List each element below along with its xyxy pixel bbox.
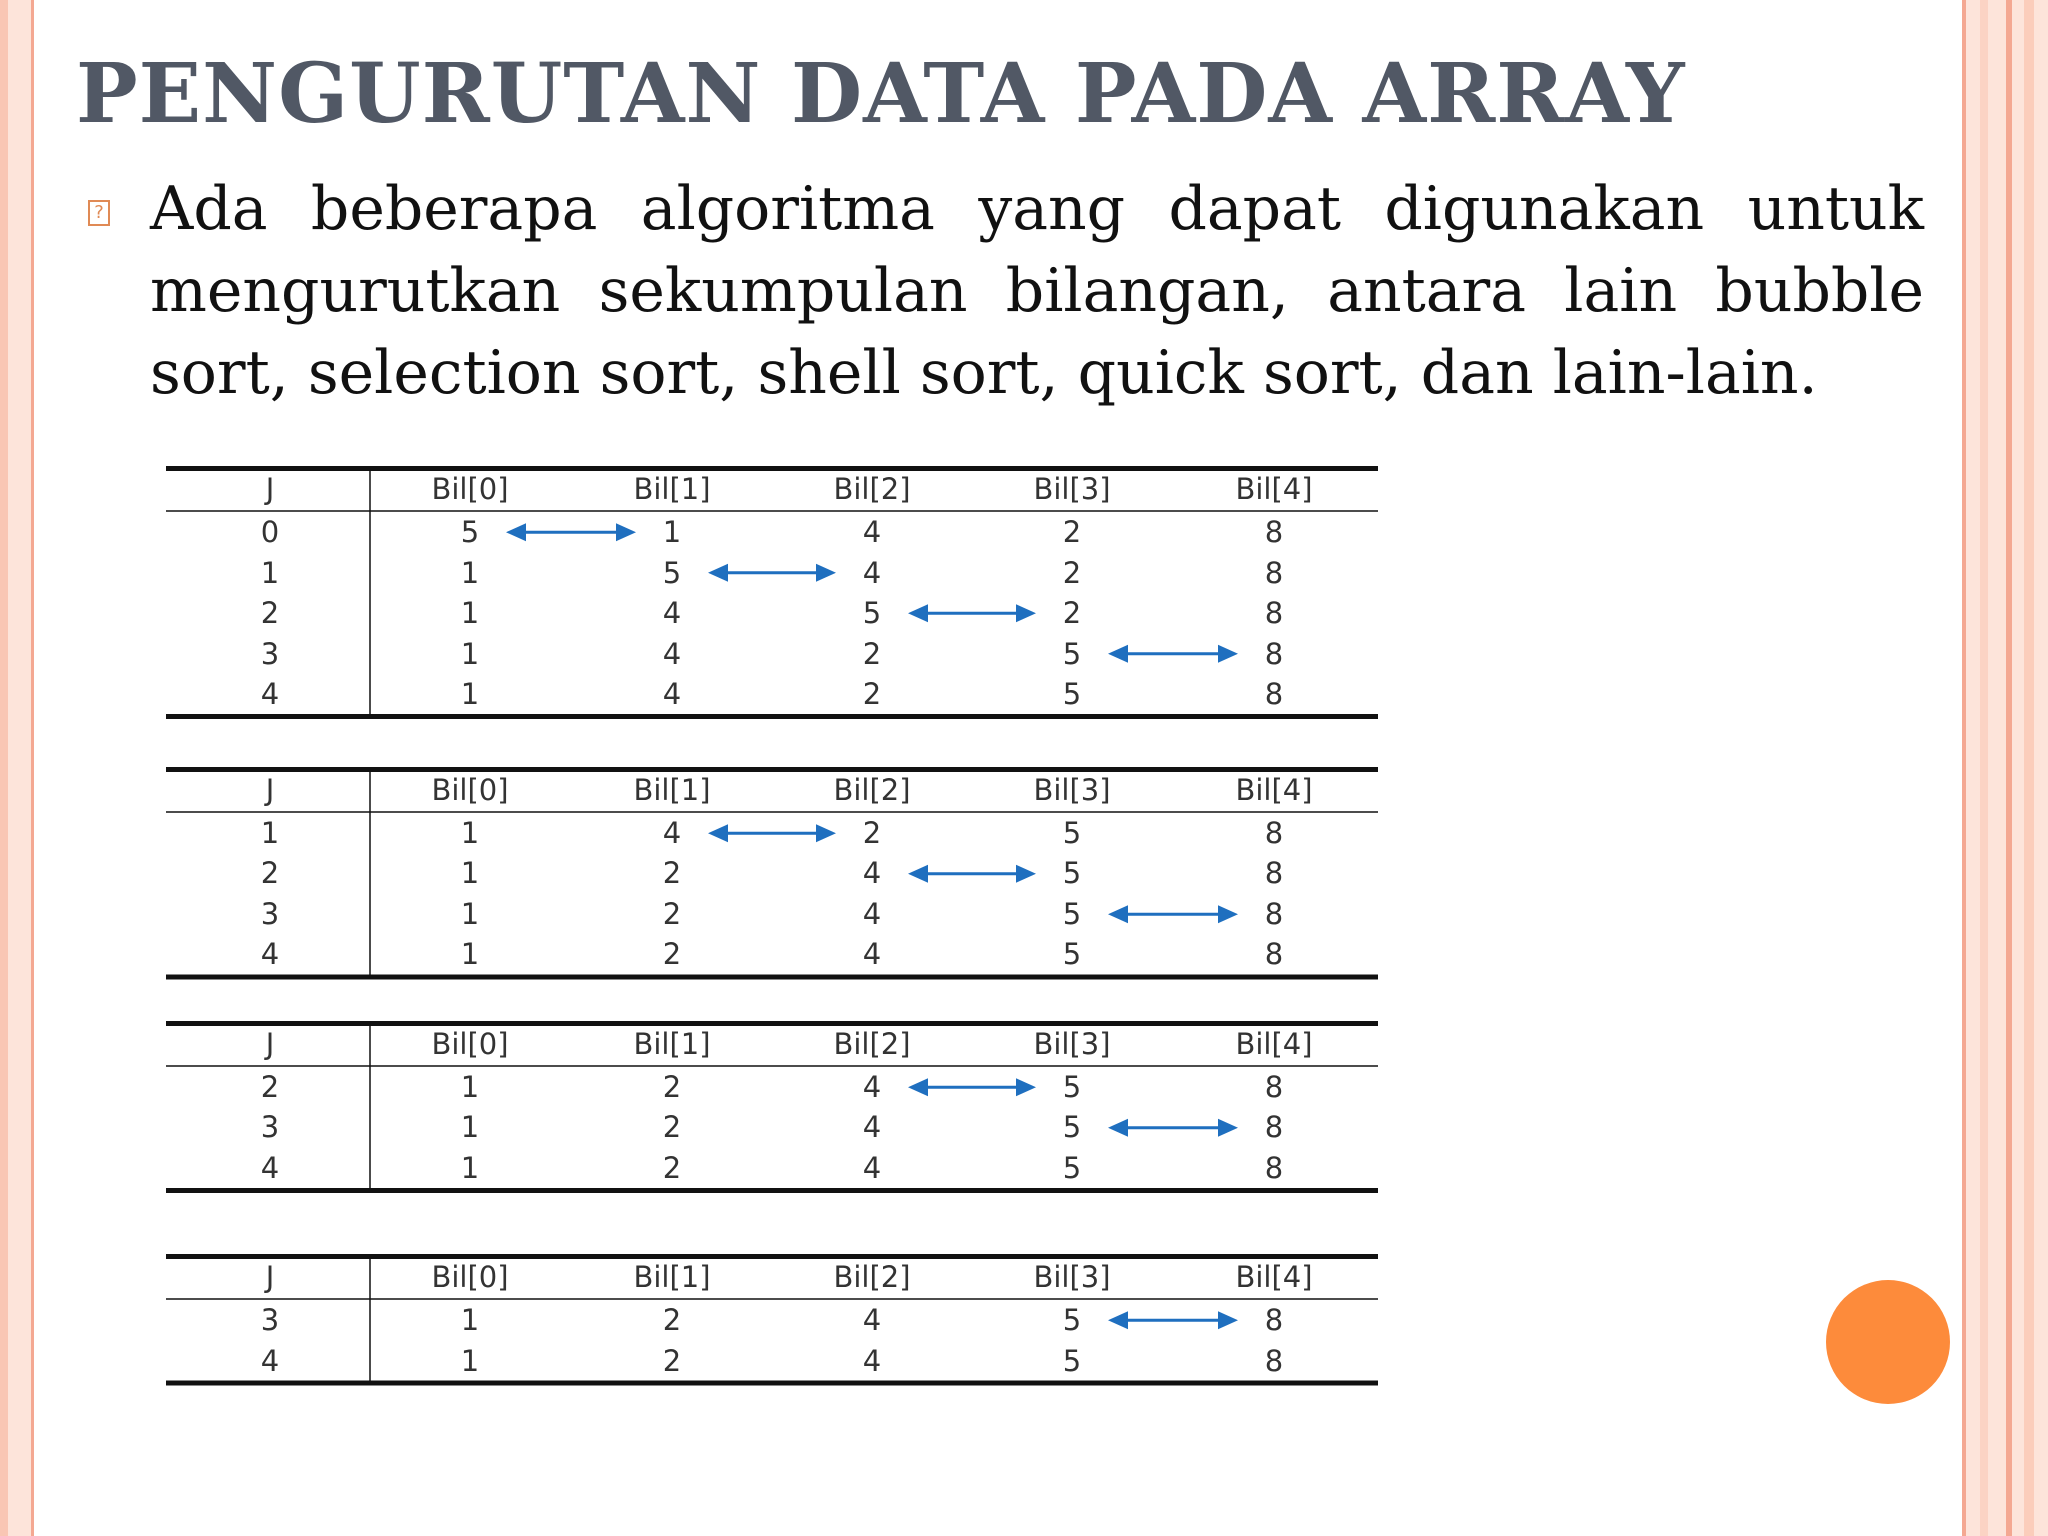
table-value-cell: 2 [662,1150,682,1185]
table-j-cell: 4 [260,677,280,711]
border-stripe [1980,0,1988,1536]
table-value-cell: 5 [460,515,480,549]
table-header-cell: Bil[1] [633,1260,711,1294]
table-value-cell: 2 [662,896,682,931]
table-header-cell: J [265,772,275,807]
border-stripe [2024,0,2034,1536]
table-value-cell: 8 [1264,677,1284,711]
table-value-cell: 5 [862,596,882,630]
table-value-cell: 2 [1062,515,1082,549]
table-value-cell: 2 [662,1069,682,1104]
table-j-cell: 3 [260,636,280,671]
table-value-cell: 5 [1062,937,1082,971]
table-value-cell: 4 [862,1343,882,1378]
table-value-cell: 1 [460,1110,480,1144]
table-j-cell: 4 [260,1343,280,1378]
table-j-cell: 1 [260,555,280,590]
table-value-cell: 1 [460,896,480,931]
table-value-cell: 1 [460,1343,480,1378]
table-value-cell: 4 [862,1110,882,1144]
table-value-cell: 4 [862,937,882,971]
table-header-cell: Bil[0] [431,472,509,506]
table-value-cell: 8 [1264,1303,1284,1337]
table-value-cell: 4 [862,515,882,549]
table-j-cell: 0 [260,515,280,549]
table-value-cell: 5 [1062,677,1082,711]
table-header-cell: Bil[4] [1235,472,1313,506]
table-value-cell: 4 [862,856,882,890]
table-value-cell: 5 [1062,1110,1082,1144]
bullet-text: Ada beberapa algoritma yang dapat digunakan untuk mengurutkan sekumpulan bilangan, antara lain bubble sort, selection sort, shell sort, quick sort, dan lain-lain. [150,174,1924,408]
table-value-cell: 5 [1062,856,1082,890]
table-value-cell: 4 [862,555,882,590]
table-value-cell: 1 [460,815,480,850]
table-value-cell: 1 [460,1150,480,1185]
table-value-cell: 8 [1264,1069,1284,1104]
table-value-cell: 5 [1062,1069,1082,1104]
table-value-cell: 4 [662,636,682,671]
table-header-cell: Bil[3] [1033,472,1111,506]
table-value-cell: 2 [662,1303,682,1337]
table-header-cell: Bil[4] [1235,1260,1313,1294]
table-value-cell: 4 [862,1303,882,1337]
table-value-cell: 1 [460,677,480,711]
border-stripe [2006,0,2012,1536]
table-value-cell: 1 [460,555,480,590]
table-value-cell: 8 [1264,1110,1284,1144]
table-header-cell: Bil[1] [633,772,711,807]
table-header-cell: Bil[3] [1033,1260,1111,1294]
table-header-cell: Bil[4] [1235,772,1313,807]
table-j-cell: 2 [260,856,280,890]
sorting-tables [166,466,1378,1387]
table-value-cell: 4 [862,1069,882,1104]
table-value-cell: 5 [1062,815,1082,850]
sort-pass-table [166,767,1378,981]
table-value-cell: 8 [1264,937,1284,971]
table-value-cell: 1 [460,596,480,630]
table-header-cell: J [265,1260,275,1294]
swap-arrow-icon [1108,905,1238,923]
table-header-cell: J [265,472,275,506]
table-header-cell: Bil[4] [1235,1026,1313,1061]
bullet-icon: ? [88,200,110,226]
table-header-cell: Bil[3] [1033,1026,1111,1061]
swap-arrow-icon [708,824,836,842]
slide-title: PENGURUTAN DATA PADA ARRAY [76,46,1686,142]
table-header-cell: Bil[0] [431,1260,509,1294]
table-value-cell: 5 [1062,1150,1082,1185]
table-j-cell: 2 [260,596,280,630]
swap-arrow-icon [1108,645,1238,663]
table-value-cell: 5 [1062,896,1082,931]
table-lines [166,1021,1378,1195]
table-value-cell: 1 [460,636,480,671]
left-decorative-border [0,0,34,1536]
table-value-cell: 8 [1264,856,1284,890]
table-value-cell: 4 [662,677,682,711]
table-j-cell: 4 [260,937,280,971]
table-value-cell: 2 [1062,596,1082,630]
table-value-cell: 1 [460,856,480,890]
table-value-cell: 2 [662,1110,682,1144]
swap-arrow-icon [908,1078,1036,1096]
table-value-cell: 1 [662,515,682,549]
table-header-cell: Bil[2] [833,472,911,506]
table-j-cell: 3 [260,896,280,931]
table-j-cell: 2 [260,1069,280,1104]
table-value-cell: 2 [662,937,682,971]
table-lines [166,1254,1378,1387]
table-j-cell: 3 [260,1303,280,1337]
table-value-cell: 8 [1264,636,1284,671]
table-value-cell: 2 [862,815,882,850]
sort-pass-table [166,1021,1378,1195]
swap-arrow-icon [1108,1311,1238,1329]
table-value-cell: 1 [460,1303,480,1337]
table-j-cell: 3 [260,1110,280,1144]
table-value-cell: 2 [862,677,882,711]
decorative-circle [1826,1280,1950,1404]
table-value-cell: 5 [1062,1303,1082,1337]
table-value-cell: 2 [862,636,882,671]
table-value-cell: 1 [460,1069,480,1104]
table-header-cell: Bil[2] [833,772,911,807]
swap-arrow-icon [908,604,1036,622]
table-value-cell: 2 [662,856,682,890]
table-lines [166,767,1378,981]
table-value-cell: 8 [1264,515,1284,549]
table-header-cell: Bil[2] [833,1260,911,1294]
table-header-cell: Bil[1] [633,1026,711,1061]
table-value-cell: 8 [1264,815,1284,850]
table-header-cell: Bil[2] [833,1026,911,1061]
table-j-cell: 4 [260,1150,280,1185]
table-header-cell: Bil[3] [1033,772,1111,807]
table-value-cell: 8 [1264,896,1284,931]
sort-pass-table [166,1254,1378,1387]
sort-pass-table [166,466,1378,721]
table-header-cell: Bil[1] [633,472,711,506]
table-header-cell: Bil[0] [431,772,509,807]
swap-arrow-icon [1108,1118,1238,1136]
table-value-cell: 4 [662,596,682,630]
table-value-cell: 1 [460,937,480,971]
table-value-cell: 2 [1062,555,1082,590]
table-header-cell: Bil[0] [431,1026,509,1061]
table-value-cell: 4 [662,815,682,850]
table-value-cell: 4 [862,896,882,931]
table-value-cell: 8 [1264,1343,1284,1378]
right-decorative-border [1962,0,2048,1536]
table-value-cell: 5 [1062,1343,1082,1378]
swap-arrow-icon [506,523,636,541]
swap-arrow-icon [908,864,1036,882]
swap-arrow-icon [708,564,836,582]
table-value-cell: 5 [662,555,682,590]
table-j-cell: 1 [260,815,280,850]
table-value-cell: 8 [1264,1150,1284,1185]
table-header-cell: J [265,1026,275,1061]
table-value-cell: 5 [1062,636,1082,671]
table-value-cell: 8 [1264,596,1284,630]
table-value-cell: 4 [862,1150,882,1185]
table-lines [166,466,1378,721]
table-value-cell: 2 [662,1343,682,1378]
table-value-cell: 8 [1264,555,1284,590]
